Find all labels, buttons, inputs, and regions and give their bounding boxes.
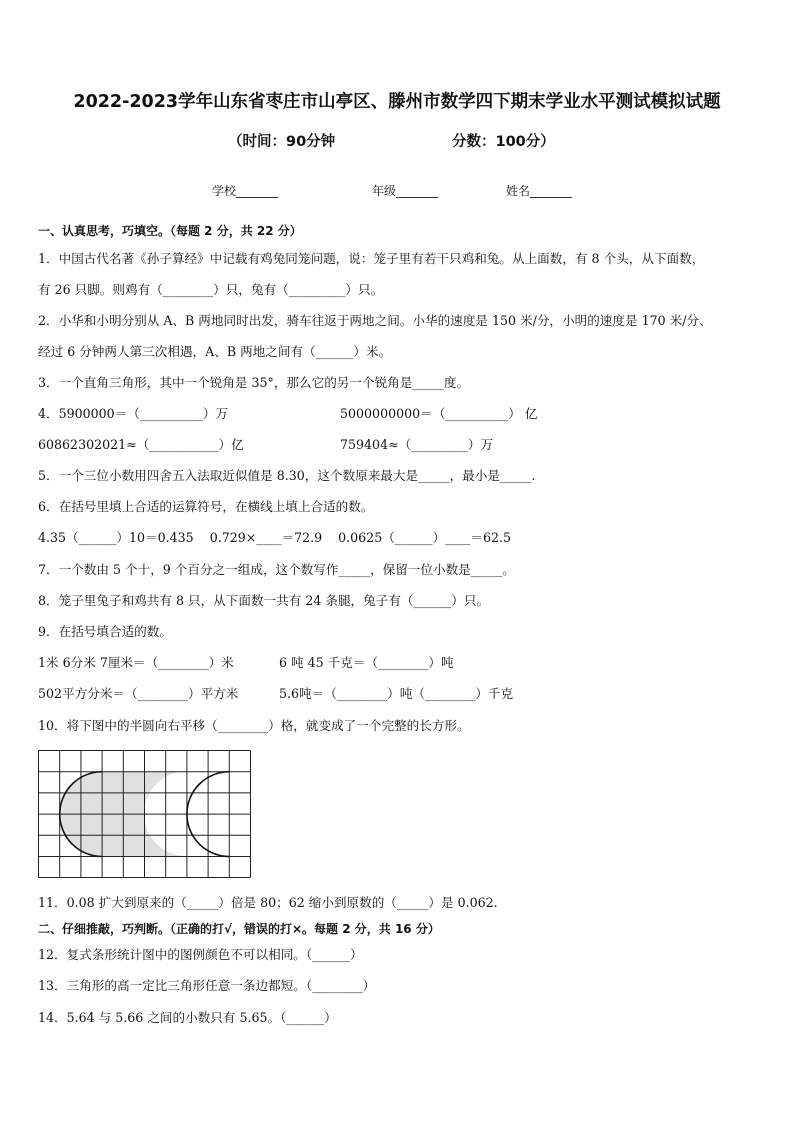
- q14: 14．5.64 与 5.66 之间的小数只有 5.65。（______）: [38, 1010, 337, 1025]
- translation-grid-figure: [38, 750, 252, 878]
- exam-score: 分数：100分）: [452, 134, 555, 150]
- section2-heading: 二、仔细推敲，巧判断。（正确的打√，错误的打×。每题 2 分，共 16 分）: [38, 922, 440, 936]
- q13: 13．三角形的高一定比三角形任意一条边都短。（________）: [38, 978, 376, 993]
- exam-time: （时间：90分钟: [228, 134, 336, 150]
- q11: 11．0.08 扩大到原来的（_____）倍是 80；62 缩小到原数的（_____）是 0.062.: [38, 895, 498, 910]
- q7: 7．一个数由 5 个十，9 个百分之一组成，这个数写作_____，保留一位小数是_____。: [38, 562, 515, 577]
- q4-b: 5000000000＝（__________） 亿: [340, 406, 538, 421]
- q6-line2: 4.35（______）10＝0.435 0.729×____＝72.9 0.0625（______）____＝62.5: [38, 530, 511, 545]
- q9-d: 5.6吨＝（________）吨（________）千克: [279, 686, 514, 701]
- q4-a: 4．5900000＝（__________）万: [38, 406, 229, 421]
- name-field: 姓名_______: [506, 184, 573, 198]
- q2-line2: 经过 6 分钟两人第三次相遇，A、B 两地之间有（______）米。: [38, 344, 392, 359]
- q4-row1: [38, 406, 228, 422]
- q4-c: 60862302021≈（___________）亿: [38, 437, 244, 452]
- q10-figure: [38, 750, 252, 882]
- q8: 8．笼子里兔子和鸡共有 8 只，从下面数一共有 24 条腿，兔子有（______）只。: [38, 593, 490, 608]
- q3: 3．一个直角三角形，其中一个锐角是 35°，那么它的另一个锐角是_____度。: [38, 375, 470, 390]
- q9-row2: [38, 686, 238, 702]
- grade-field: 年级_______: [372, 184, 439, 198]
- q9-c: 502平方分米＝（________）平方米: [38, 686, 239, 701]
- q5: 5．一个三位小数用四舍五入法取近似值是 8.30，这个数原来最大是_____，最小是_____.: [38, 468, 536, 483]
- q4-d: 759404≈（_________）万: [340, 437, 494, 452]
- grid-lines: [39, 751, 251, 878]
- school-field: 学校_______: [212, 184, 279, 198]
- q9-a: 1米 6分米 7厘米＝（________）米: [38, 655, 234, 670]
- section1-heading: 一、认真思考，巧填空。（每题 2 分，共 22 分）: [38, 224, 302, 238]
- q1-line1: 1．中国古代名著《孙子算经》中记载有鸡兔同笼问题，说：笼子里有若干只鸡和兔。从上面数，有 8 个头，从下面数，: [38, 251, 705, 266]
- q6-line1: 6．在括号里填上合适的运算符号，在横线上填上合适的数。: [38, 499, 374, 514]
- q4-row2: [38, 437, 244, 453]
- page-title: 2022-2023学年山东省枣庄市山亭区、滕州市数学四下期末学业水平测试模拟试题: [73, 92, 721, 112]
- q1-line2: 有 26 只脚。则鸡有（________）只，兔有（_________）只。: [38, 282, 384, 297]
- q9-b: 6 吨 45 千克＝（________）吨: [279, 655, 454, 670]
- q9-line1: 9．在括号填合适的数。: [38, 624, 172, 639]
- q12: 12．复式条形统计图中的图例颜色不可以相同。（______）: [38, 947, 363, 962]
- q10: 10．将下图中的半圆向右平移（________）格，就变成了一个完整的长方形。: [38, 718, 470, 733]
- q9-row1: [38, 655, 234, 671]
- q2-line1: 2．小华和小明分别从 A、B 两地同时出发，骑车往返于两地之间。小华的速度是 150 米/分，小明的速度是 170 米/分、: [38, 313, 712, 328]
